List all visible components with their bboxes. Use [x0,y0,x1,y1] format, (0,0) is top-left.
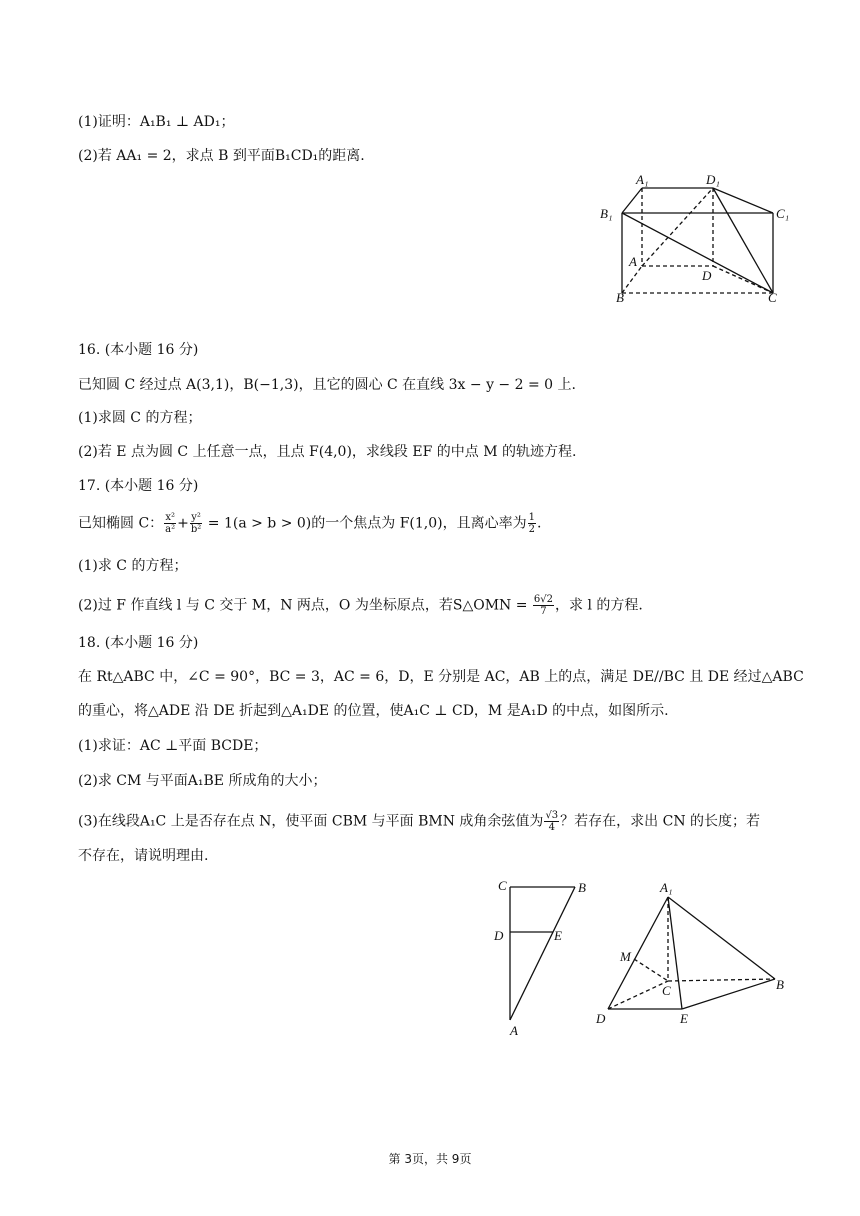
q16-part1: (1)求圆 C 的方程； [78,410,202,426]
pyr-label-d: D [596,1011,606,1026]
frac-half: $\frac{1}{2}$ [528,512,535,535]
q17-part2-prefix: (2)过 F 作直线 l 与 C 交于 M，N 两点，O 为坐标原点，若 [78,597,453,614]
q17-stem-prefix: 已知椭圆 C： [78,515,164,532]
q15-part2: (2)若 AA₁ = 2，求点 B 到平面B₁CD₁的距离. [78,148,365,164]
tri-label-a: A [510,1023,518,1038]
frac-cos: $\frac{√3}{4}$ [545,810,559,833]
q15-part1: (1)证明：A₁B₁ ⊥ AD₁； [78,114,235,130]
q18-part3-cont: 不存在，请说明理由. [78,848,209,864]
tri-label-d: D [494,928,504,943]
q17-header: 17. (本小题 16 分) [78,478,199,494]
pyr-label-c: C [662,983,671,998]
q18-part3-suffix: ？若存在，求出 CN 的长度；若 [560,813,761,830]
pyr-label-m: M [620,949,631,964]
q18-part2: (2)求 CM 与平面A₁BE 所成角的大小； [78,773,327,789]
pyr-label-a1: A₁ [660,880,673,895]
prism-label-a1: A₁ [636,172,649,187]
q18-part3 [78,810,760,833]
q17-part1: (1)求 C 的方程； [78,558,188,574]
page-footer: 第 3页，共 9页 [388,1152,472,1166]
triangle-figure [490,870,600,1040]
q16-stem: 已知圆 C 经过点 A(3,1)，B(−1,3)，且它的圆心 C 在直线 3x − y − 2 = 0 上. [78,377,576,393]
prism-label-b: B [616,290,624,305]
q18-part1: (1)求证：AC ⊥平面 BCDE； [78,738,268,754]
pyramid-figure [590,875,800,1035]
q17-part2 [78,594,643,617]
frac-area: $\frac{6√2}{7}$ [533,594,554,617]
q18-header: 18. (本小题 16 分) [78,635,199,651]
pyr-label-e: E [680,1011,688,1026]
q17-part2-suffix: ，求 l 的方程. [555,597,643,614]
prism-label-b1: B₁ [600,206,613,221]
prism-label-d1: D₁ [706,172,720,187]
q16-part2: (2)若 E 点为圆 C 上任意一点，且点 F(4,0)，求线段 EF 的中点 M 的轨迹方程. [78,444,577,460]
frac-x2-a2: $\frac{\text{x²}}{\text{a²}}$ [165,512,176,535]
prism-label-c: C [768,290,777,305]
tri-label-c: C [498,878,507,893]
frac-y2-b2: $\frac{\text{y²}}{\text{b²}}$ [190,512,202,535]
q16-header: 16. (本小题 16 分) [78,342,199,358]
q18-line2: 的重心，将△ADE 沿 DE 折起到△A₁DE 的位置，使A₁C ⊥ CD，M 是A₁D 的中点，如图所示. [78,703,669,719]
tri-label-b: B [578,880,586,895]
q18-part3-prefix: (3)在线段A₁C 上是否存在点 N，使平面 CBM 与平面 BMN 成角余弦值为 [78,813,544,830]
prism-label-a: A [629,254,637,269]
prism-label-c1: C₁ [776,206,790,221]
tri-label-e: E [554,928,562,943]
q17-stem: 已知椭圆 C： $\frac{\text{x²}}{\text{a²}}$ + $\frac{\text{y²}}{\text{b²}}$ = 1(a > b > 0)的一个焦点为 F(1,0)，且离心率为 $\frac{1}{2}$ . [78,512,542,535]
q17-stem-suffix: = 1(a > b > 0)的一个焦点为 F(1,0)，且离心率为 [203,515,527,532]
pyr-label-b: B [776,977,784,992]
prism-figure [596,170,796,310]
area-label: S△OMN = [452,597,528,614]
prism-label-d: D [702,268,712,283]
q18-line1: 在 Rt△ABC 中，∠C = 90°，BC = 3，AC = 6，D，E 分别是 AC，AB 上的点，满足 DE//BC 且 DE 经过△ABC [78,669,804,685]
